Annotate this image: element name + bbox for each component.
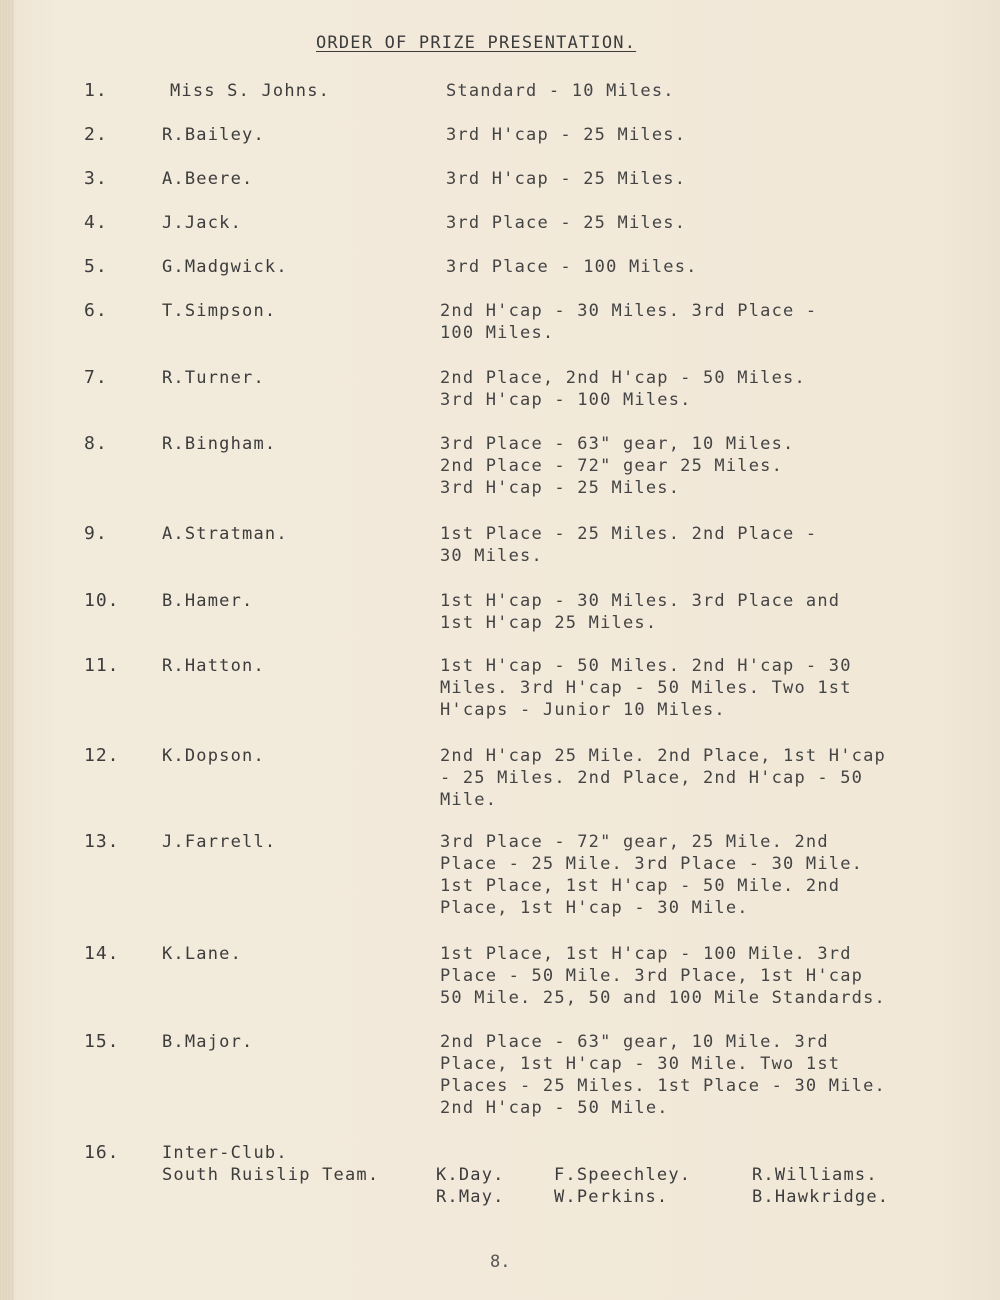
inter-club-label: Inter-Club. South Ruislip Team. [162,1143,380,1185]
award-description: 2nd H'cap - 30 Miles. 3rd Place - 100 Miles. [440,301,818,343]
recipient-name: J.Farrell. [162,832,277,852]
recipient-name: R.Bailey. [162,125,265,145]
recipient-name: R.Bingham. [162,434,277,454]
award-description: 3rd H'cap - 25 Miles. [446,125,687,145]
page-edge-binding [0,0,14,1300]
entry-number: 7. [84,367,108,388]
recipient-name: J.Jack. [162,213,243,233]
award-description: 3rd Place - 25 Miles. [446,213,687,233]
entry-number: 14. [84,943,120,964]
recipient-name: A.Beere. [162,169,254,189]
entry-number: 8. [84,433,108,454]
award-description: 3rd Place - 63" gear, 10 Miles. 2nd Place - 72" gear 25 Miles. 3rd H'cap - 25 Miles. [440,434,795,498]
recipient-name: K.Dopson. [162,746,265,766]
award-description: 1st H'cap - 30 Miles. 3rd Place and 1st H'cap 25 Miles. [440,591,841,633]
page-number: 8. [490,1252,511,1272]
page-title: ORDER OF PRIZE PRESENTATION. [316,33,637,53]
entry-number: 9. [84,523,108,544]
award-description: 3rd H'cap - 25 Miles. [446,169,687,189]
entry-number: 4. [84,212,108,233]
entry-number: 1. [84,80,108,101]
entry-number: 16. [84,1142,120,1163]
recipient-name: K.Lane. [162,944,243,964]
award-description: 2nd Place - 63" gear, 10 Mile. 3rd Place, 1st H'cap - 30 Mile. Two 1st Places - 25 Miles. 1st Place - 30 Mile. 2nd H'cap - 50 Mile. [440,1032,886,1118]
award-description: 1st Place - 25 Miles. 2nd Place - 30 Miles. [440,524,818,566]
entry-number: 2. [84,124,108,145]
team-members-col3: R.Williams. B.Hawkridge. [752,1165,890,1207]
entry-number: 12. [84,745,120,766]
recipient-name: A.Stratman. [162,524,288,544]
award-description: 2nd Place, 2nd H'cap - 50 Miles. 3rd H'cap - 100 Miles. [440,368,806,410]
award-description: 2nd H'cap 25 Mile. 2nd Place, 1st H'cap - 25 Miles. 2nd Place, 2nd H'cap - 50 Mile. [440,746,886,810]
award-description: 3rd Place - 100 Miles. [446,257,698,277]
entry-number: 15. [84,1031,120,1052]
team-members-col1: K.Day. R.May. [436,1165,505,1207]
award-description: Standard - 10 Miles. [446,81,675,101]
recipient-name: G.Madgwick. [162,257,288,277]
entry-number: 13. [84,831,120,852]
entry-number: 6. [84,300,108,321]
entry-number: 11. [84,655,120,676]
team-members-col2: F.Speechley. W.Perkins. [554,1165,692,1207]
entry-number: 10. [84,590,120,611]
recipient-name: B.Hamer. [162,591,254,611]
award-description: 1st Place, 1st H'cap - 100 Mile. 3rd Place - 50 Mile. 3rd Place, 1st H'cap 50 Mile. 25, 50 and 100 Mile Standards. [440,944,886,1008]
recipient-name: R.Hatton. [162,656,265,676]
award-description: 1st H'cap - 50 Miles. 2nd H'cap - 30 Miles. 3rd H'cap - 50 Miles. Two 1st H'caps - Junior 10 Miles. [440,656,852,720]
recipient-name: R.Turner. [162,368,265,388]
recipient-name: T.Simpson. [162,301,277,321]
award-description: 3rd Place - 72" gear, 25 Mile. 2nd Place - 25 Mile. 3rd Place - 30 Mile. 1st Place, 1st H'cap - 50 Mile. 2nd Place, 1st H'cap - 30 Mile. [440,832,864,918]
entry-number: 5. [84,256,108,277]
recipient-name: Miss S. Johns. [170,81,331,101]
recipient-name: B.Major. [162,1032,254,1052]
entry-number: 3. [84,168,108,189]
